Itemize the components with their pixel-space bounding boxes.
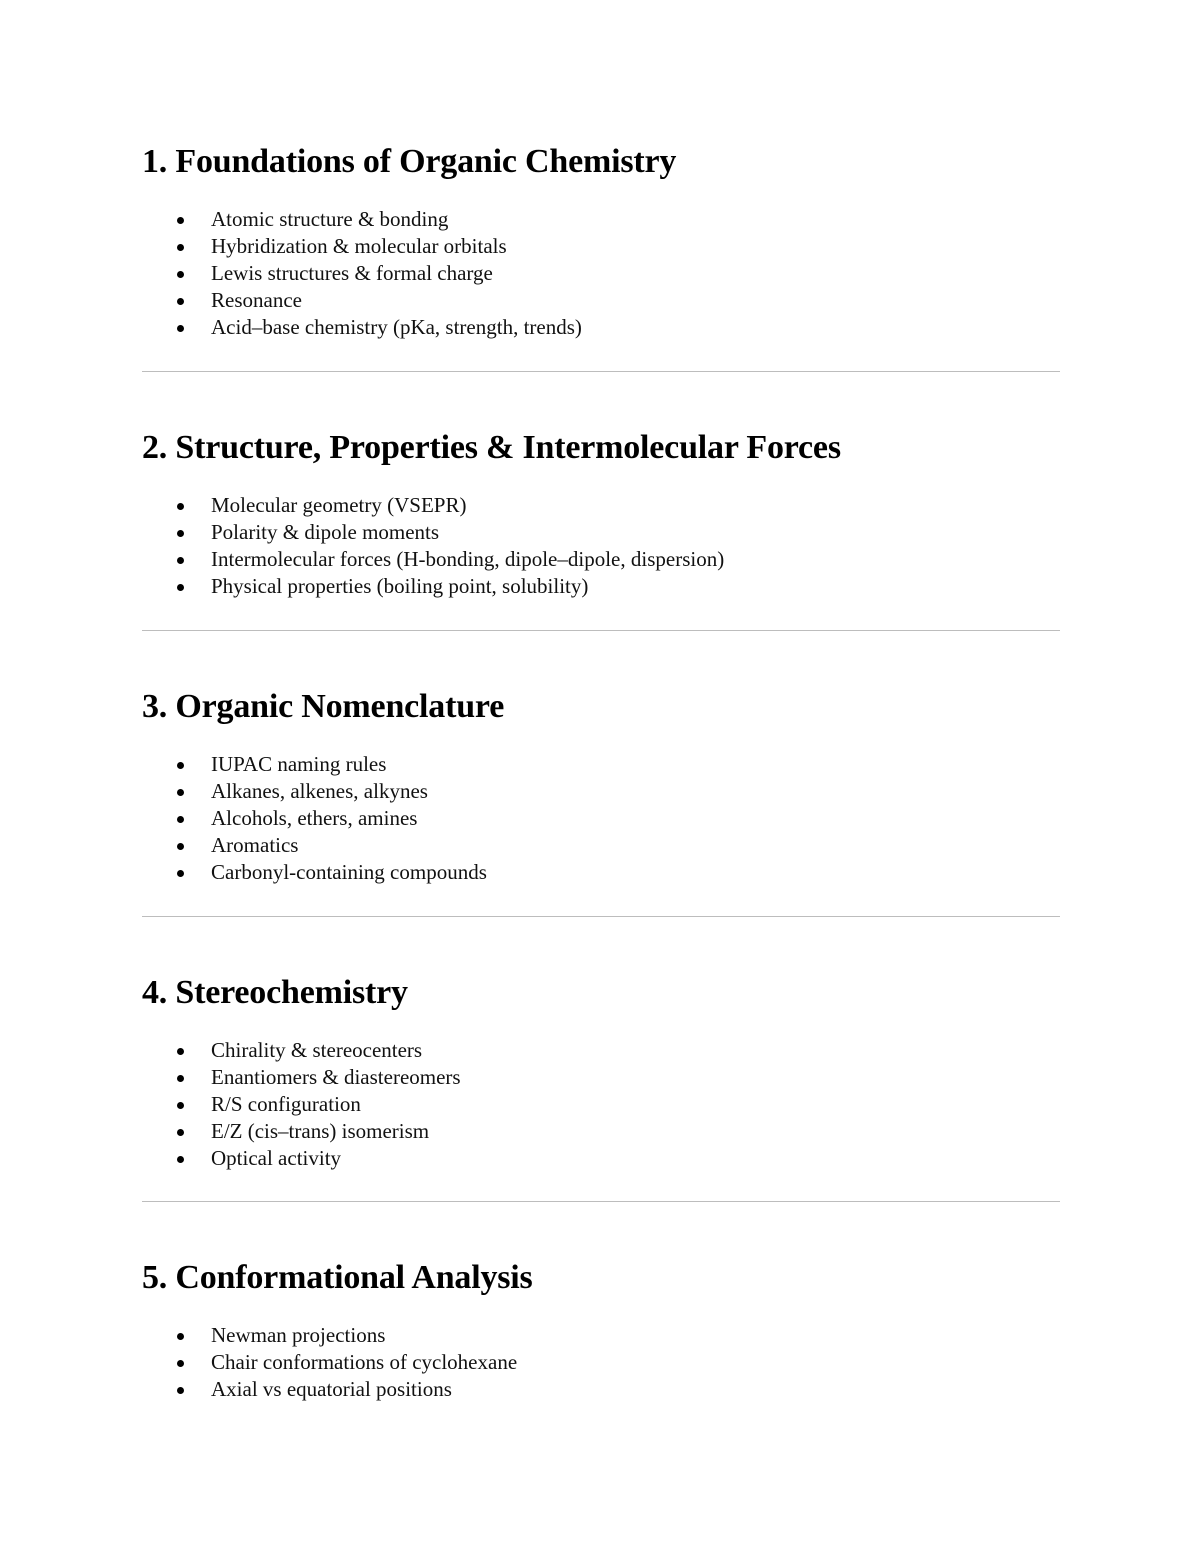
list-item-text: Enantiomers & diastereomers xyxy=(211,1065,461,1089)
bullet-icon xyxy=(177,1102,184,1109)
topic-list xyxy=(142,751,487,886)
bullet-icon xyxy=(177,271,184,278)
list-item-text: Hybridization & molecular orbitals xyxy=(211,234,507,258)
list-item-text: Axial vs equatorial positions xyxy=(211,1377,452,1401)
list-item xyxy=(142,519,724,546)
section-title: 2. Structure, Properties & Intermolecular Forces xyxy=(142,429,841,466)
section-conformational-analysis xyxy=(142,1258,1060,1401)
bullet-icon xyxy=(177,530,184,537)
list-item-text: Intermolecular forces (H-bonding, dipole–dipole, dispersion) xyxy=(211,547,725,571)
section-divider xyxy=(142,916,1060,917)
list-item xyxy=(142,1091,461,1118)
bullet-icon xyxy=(177,816,184,823)
section-title: 1. Foundations of Organic Chemistry xyxy=(142,143,677,180)
bullet-icon xyxy=(177,584,184,591)
section-foundations xyxy=(142,142,1060,339)
section-stereochemistry xyxy=(142,973,1060,1170)
list-item xyxy=(142,859,487,886)
bullet-icon xyxy=(177,325,184,332)
list-item xyxy=(142,1376,517,1403)
bullet-icon xyxy=(177,503,184,510)
list-item xyxy=(142,778,487,805)
list-item-text: Polarity & dipole moments xyxy=(211,520,440,544)
list-item-text: Molecular geometry (VSEPR) xyxy=(211,493,467,517)
bullet-icon xyxy=(177,298,184,305)
bullet-icon xyxy=(177,1129,184,1136)
bullet-icon xyxy=(177,843,184,850)
bullet-icon xyxy=(177,762,184,769)
section-nomenclature xyxy=(142,687,1060,884)
list-item xyxy=(142,751,487,778)
list-item-text: Chair conformations of cyclohexane xyxy=(211,1350,518,1374)
bullet-icon xyxy=(177,244,184,251)
list-item xyxy=(142,260,582,287)
bullet-icon xyxy=(177,1075,184,1082)
list-item xyxy=(142,1118,461,1145)
section-divider xyxy=(142,630,1060,631)
topic-list xyxy=(142,1322,517,1403)
list-item-text: Lewis structures & formal charge xyxy=(211,261,493,285)
list-item xyxy=(142,1322,517,1349)
list-item-text: Alkanes, alkenes, alkynes xyxy=(211,779,428,803)
bullet-icon xyxy=(177,1360,184,1367)
list-item-text: Aromatics xyxy=(211,833,299,857)
list-item-text: Carbonyl-containing compounds xyxy=(211,860,487,884)
section-title: 3. Organic Nomenclature xyxy=(142,688,505,725)
bullet-icon xyxy=(177,870,184,877)
topic-list xyxy=(142,206,582,341)
list-item xyxy=(142,314,582,341)
topic-list xyxy=(142,1037,461,1172)
list-item xyxy=(142,805,487,832)
bullet-icon xyxy=(177,217,184,224)
list-item xyxy=(142,832,487,859)
list-item xyxy=(142,1145,461,1172)
bullet-icon xyxy=(177,1048,184,1055)
list-item xyxy=(142,573,724,600)
topic-list xyxy=(142,492,724,600)
list-item xyxy=(142,287,582,314)
list-item-text: Physical properties (boiling point, solubility) xyxy=(211,574,589,598)
list-item xyxy=(142,492,724,519)
list-item-text: E/Z (cis–trans) isomerism xyxy=(211,1119,430,1143)
list-item-text: Optical activity xyxy=(211,1146,342,1170)
bullet-icon xyxy=(177,1387,184,1394)
section-structure-properties xyxy=(142,428,1060,598)
list-item-text: Acid–base chemistry (pKa, strength, trends) xyxy=(211,315,582,339)
list-item-text: Alcohols, ethers, amines xyxy=(211,806,418,830)
list-item-text: Chirality & stereocenters xyxy=(211,1038,423,1062)
list-item xyxy=(142,233,582,260)
list-item xyxy=(142,1037,461,1064)
section-divider xyxy=(142,1201,1060,1202)
section-title: 4. Stereochemistry xyxy=(142,974,408,1011)
bullet-icon xyxy=(177,1333,184,1340)
bullet-icon xyxy=(177,789,184,796)
list-item-text: IUPAC naming rules xyxy=(211,752,387,776)
section-divider xyxy=(142,371,1060,372)
list-item-text: Resonance xyxy=(211,288,302,312)
list-item xyxy=(142,1349,517,1376)
list-item-text: R/S configuration xyxy=(211,1092,361,1116)
list-item-text: Atomic structure & bonding xyxy=(211,207,449,231)
bullet-icon xyxy=(177,557,184,564)
list-item xyxy=(142,206,582,233)
list-item xyxy=(142,1064,461,1091)
bullet-icon xyxy=(177,1156,184,1163)
section-title: 5. Conformational Analysis xyxy=(142,1259,533,1296)
list-item-text: Newman projections xyxy=(211,1323,386,1347)
list-item xyxy=(142,546,724,573)
